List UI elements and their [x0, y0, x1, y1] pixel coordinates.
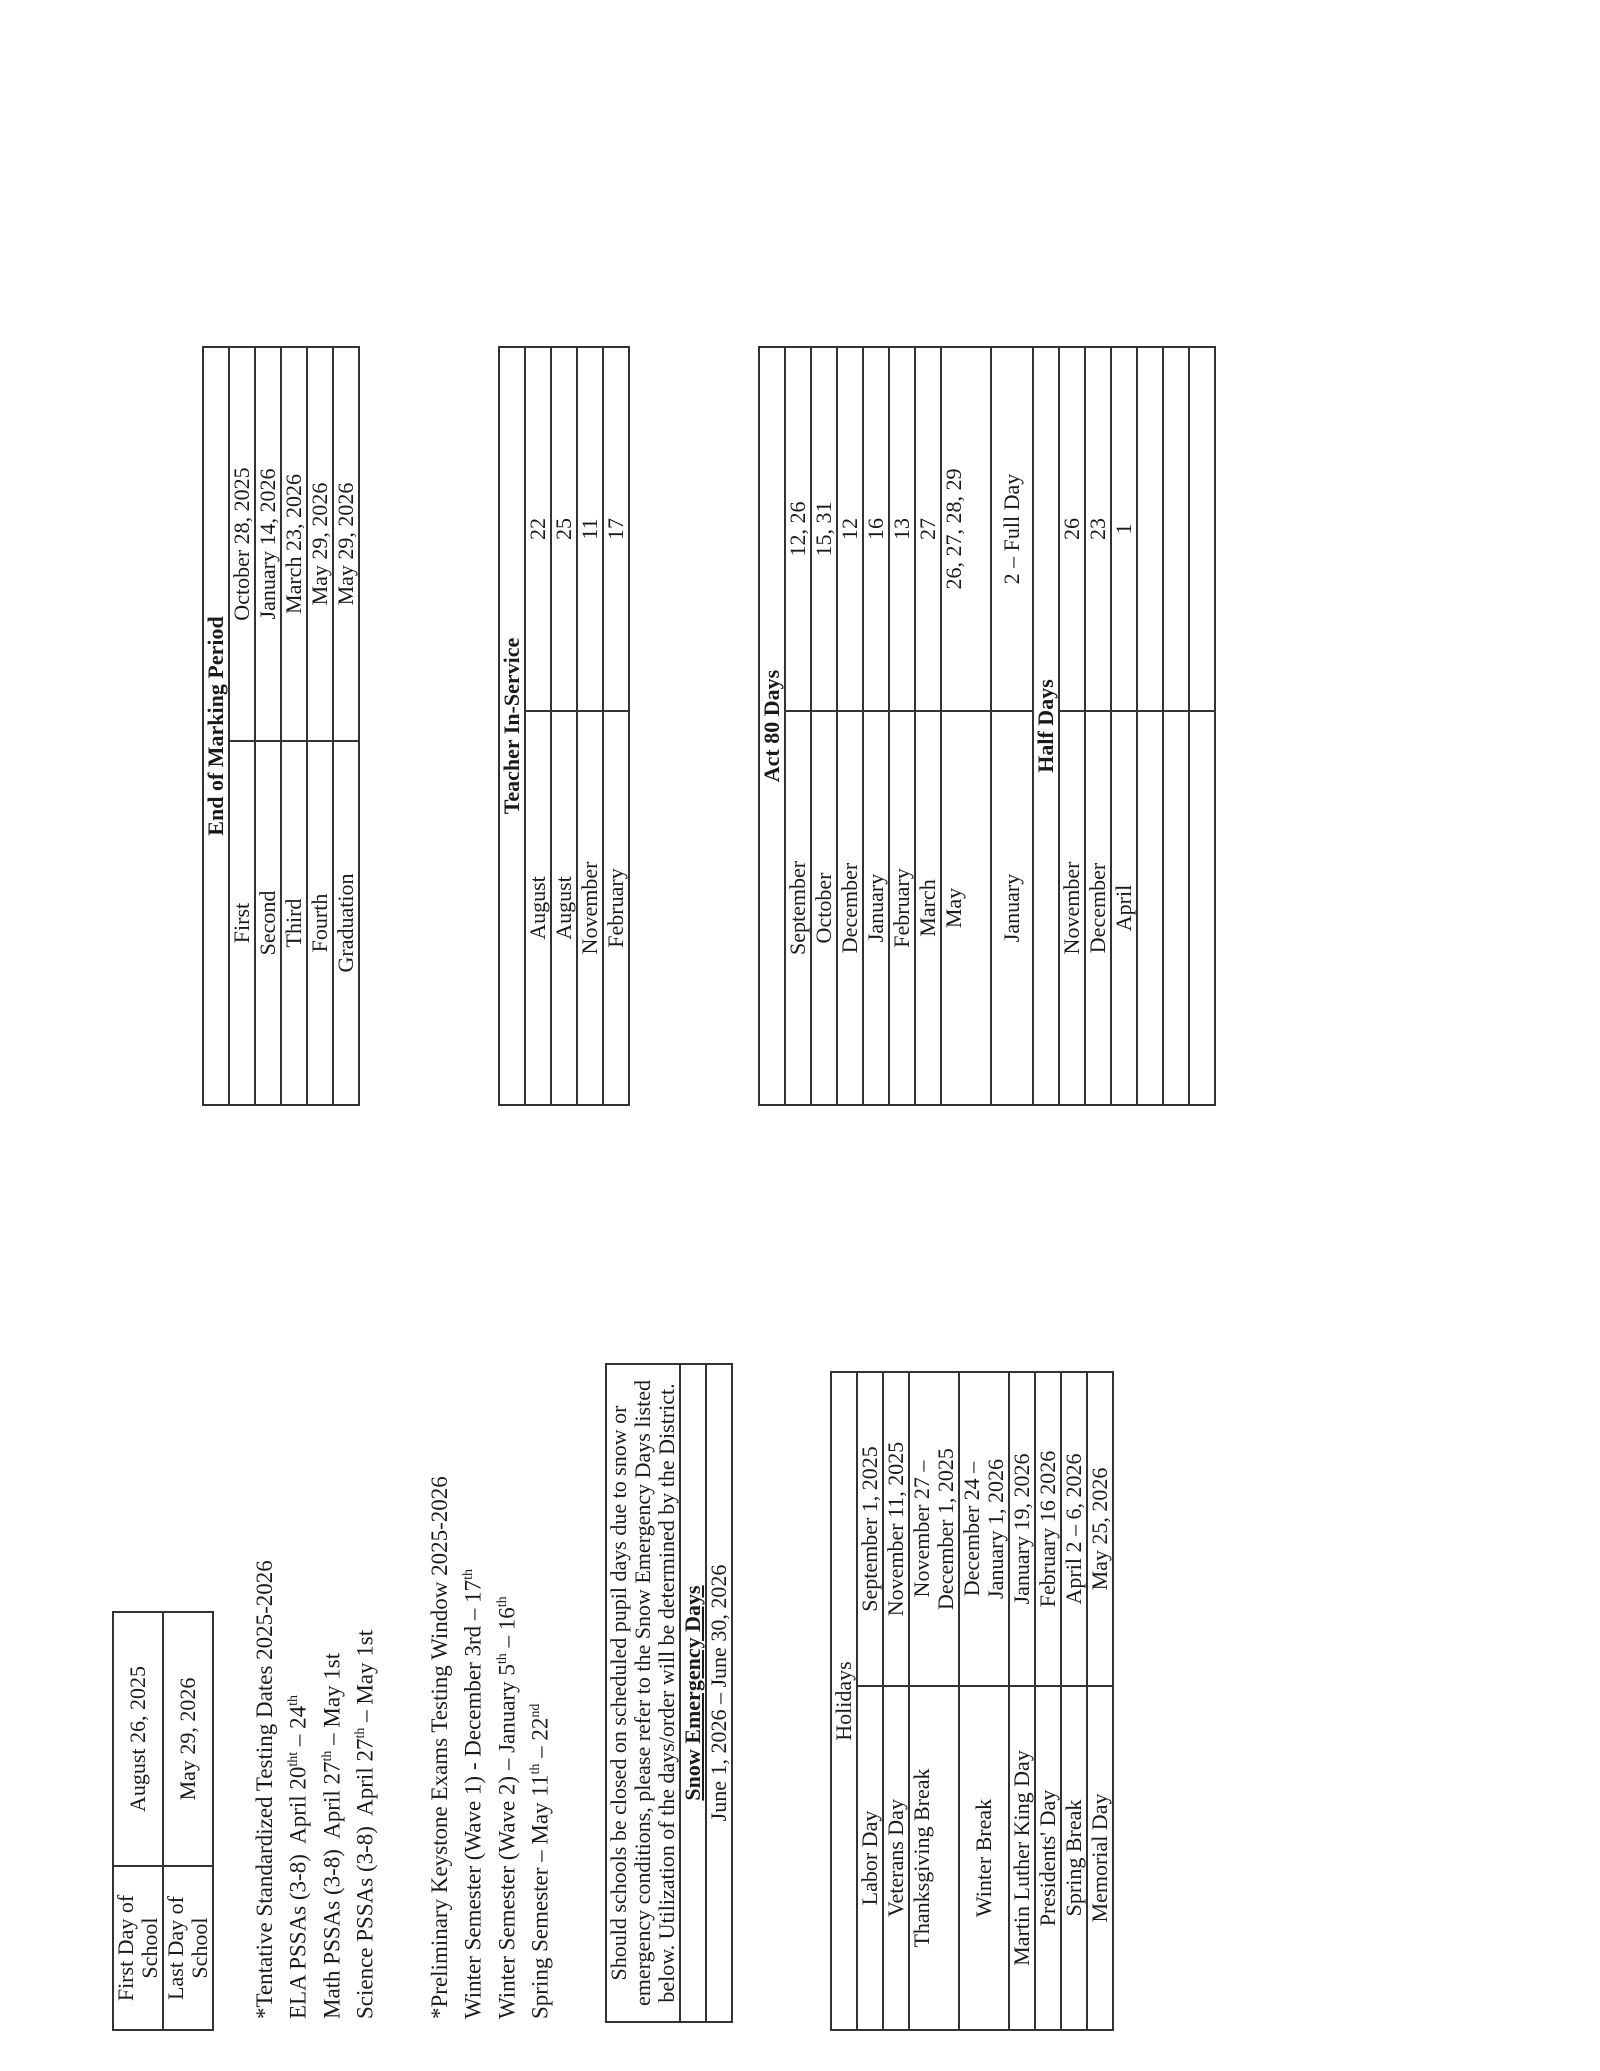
last-day-label: [163, 1866, 213, 2030]
act80-days: 16: [863, 347, 889, 711]
table-row: [831, 1372, 857, 2030]
act80-month: September: [785, 711, 811, 1105]
first-day-date: August 26, 2025: [113, 1612, 163, 1866]
marking-period-label: Second: [255, 741, 281, 1105]
inservice-title: Teacher In-Service: [499, 347, 525, 1105]
act80-days: 13: [889, 347, 915, 711]
holiday-name: Winter Break: [959, 1686, 1009, 2030]
marking-period-label: Third: [281, 741, 307, 1105]
first-day-label: [113, 1866, 163, 2030]
marking-period-label: First: [229, 741, 255, 1105]
table-row: [959, 1372, 1009, 2030]
holiday-name: Martin Luther King Day: [1009, 1686, 1035, 2030]
empty-cell: [1137, 711, 1163, 1105]
empty-cell: [1163, 347, 1189, 711]
table-row: [863, 347, 889, 1105]
table-row: [333, 347, 359, 1105]
act80-days: 2 – Full Day: [991, 347, 1033, 711]
table-row: [1009, 1372, 1035, 2030]
snow-note-line: Should schools be closed on scheduled pupil days due to snow or: [606, 1405, 631, 1981]
inservice-day: 17: [603, 347, 629, 711]
holiday-date: September 1, 2025: [857, 1372, 883, 1686]
testing-line-math: Math PSSAs (3-8) April 27th – May 1st: [319, 1652, 345, 2019]
marking-period-table: [202, 346, 360, 1106]
marking-period-date: March 23, 2026: [281, 347, 307, 741]
table-row: [785, 347, 811, 1105]
table-row: [837, 347, 863, 1105]
testing-dates-block: [250, 1560, 380, 2019]
table-row: [606, 1364, 680, 2022]
table-row: [255, 347, 281, 1105]
table-row: [307, 347, 333, 1105]
last-day-date: May 29, 2026: [163, 1612, 213, 1866]
keystone-line-wave2: Winter Semester (Wave 2) – January 5th – 16th: [494, 1596, 520, 2019]
empty-cell: [1189, 347, 1215, 711]
marking-period-date: October 28, 2025: [229, 347, 255, 741]
holiday-name: Labor Day: [857, 1686, 883, 2030]
half-days-title: Half Days: [1033, 347, 1059, 1105]
table-row: [759, 347, 785, 1105]
first-day-label-line1: First Day of: [113, 1894, 138, 2002]
table-row: [941, 347, 991, 1105]
table-row: [113, 1612, 163, 2030]
snow-title: Snow Emergency Days: [680, 1364, 706, 2022]
testing-line-ela: ELA PSSAs (3-8) April $20^{tht} - 24th$: [285, 1694, 311, 2019]
snow-emergency-table: [605, 1363, 733, 2023]
snow-note: [606, 1364, 680, 2022]
table-row: [577, 347, 603, 1105]
holiday-date-line: November 27 –: [909, 1460, 934, 1598]
holiday-date: May 25, 2026: [1087, 1372, 1113, 1686]
keystone-line-wave1: Winter Semester (Wave 1) - December 3rd – 17th: [460, 1568, 486, 2019]
snow-note-line: emergency conditions, please refer to the Snow Emergency Days listed: [630, 1380, 655, 2007]
act80-days: 12, 26: [785, 347, 811, 711]
testing-line-science: Science PSSAs (3-8) April 27th – May 1st: [352, 1629, 378, 2019]
first-day-label-line2: School: [137, 1917, 162, 1979]
act80-month: January: [863, 711, 889, 1105]
table-row: [203, 347, 229, 1105]
table-row: [1111, 347, 1137, 1105]
table-row: [1087, 1372, 1113, 2030]
holidays-table: [830, 1371, 1114, 2031]
marking-period-title: End of Marking Period: [203, 347, 229, 1105]
holiday-date-line: January 1, 2026: [983, 1459, 1008, 1599]
last-day-label-line1: Last Day of: [163, 1896, 188, 2000]
keystone-heading: *Preliminary Keystone Exams Testing Window 2025-2026: [427, 1476, 452, 2019]
half-day-month: April: [1111, 711, 1137, 1105]
testing-label: Math PSSAs (3-8): [319, 1849, 345, 2019]
act80-days: 26, 27, 28, 29: [941, 347, 991, 711]
table-row: [499, 347, 525, 1105]
holiday-date-line: December 24 –: [959, 1461, 984, 1597]
table-row: [1061, 1372, 1087, 2030]
inservice-month: November: [577, 711, 603, 1105]
snow-note-line: below. Utilization of the days/order will be determined by the District.: [654, 1383, 679, 2003]
holiday-date: April 2 – 6, 2026: [1061, 1372, 1087, 1686]
table-row: [1137, 347, 1163, 1105]
table-row: [915, 347, 941, 1105]
holiday-date: [909, 1372, 959, 1686]
act80-month: October: [811, 711, 837, 1105]
marking-period-date: January 14, 2026: [255, 347, 281, 741]
inservice-month: February: [603, 711, 629, 1105]
testing-heading: *Tentative Standardized Testing Dates 2025-2026: [252, 1560, 277, 2019]
holiday-name: Veterans Day: [883, 1686, 909, 2030]
holiday-name: Thanksgiving Break: [909, 1686, 959, 2030]
table-row: [525, 347, 551, 1105]
holiday-date: February 16 2026: [1035, 1372, 1061, 1686]
table-row: [281, 347, 307, 1105]
testing-label: ELA PSSAs (3-8): [285, 1854, 311, 2019]
table-row: [163, 1612, 213, 2030]
marking-period-date: May 29, 2026: [307, 347, 333, 741]
table-row: [909, 1372, 959, 2030]
holiday-name: Memorial Day: [1087, 1686, 1113, 2030]
marking-period-label: Graduation: [333, 741, 359, 1105]
holiday-date: January 19, 2026: [1009, 1372, 1035, 1686]
holidays-title: Holidays: [831, 1372, 857, 2030]
table-row: [889, 347, 915, 1105]
last-day-label-line2: School: [187, 1917, 212, 1979]
table-row: [1035, 1372, 1061, 2030]
table-row: [1033, 347, 1059, 1105]
empty-cell: [1189, 711, 1215, 1105]
act80-days: 12: [837, 347, 863, 711]
holiday-date-line: December 1, 2025: [933, 1448, 958, 1610]
keystone-line-spring: Spring Semester – May 11th – 22nd: [527, 1703, 553, 2019]
table-row: [857, 1372, 883, 2030]
school-dates-table: [112, 1611, 214, 2031]
act80-days: 15, 31: [811, 347, 837, 711]
half-day-days: 1: [1111, 347, 1137, 711]
table-row: [1189, 347, 1215, 1105]
table-row: [229, 347, 255, 1105]
table-row: [991, 347, 1033, 1105]
holiday-date: [959, 1372, 1009, 1686]
act80-month: February: [889, 711, 915, 1105]
half-day-days: 26: [1059, 347, 1085, 711]
inservice-month: August: [551, 711, 577, 1105]
half-day-month: December: [1085, 711, 1111, 1105]
half-day-days: 23: [1085, 347, 1111, 711]
inservice-day: 22: [525, 347, 551, 711]
inservice-month: August: [525, 711, 551, 1105]
act80-month: January: [991, 711, 1033, 1105]
act80-month: March: [915, 711, 941, 1105]
holiday-name: Presidents' Day: [1035, 1686, 1061, 2030]
table-row: [680, 1364, 706, 2022]
table-row: [1059, 347, 1085, 1105]
act80-title: Act 80 Days: [759, 347, 785, 1105]
act80-month: May: [941, 711, 991, 1105]
testing-label: Science PSSAs (3-8): [352, 1826, 378, 2019]
empty-cell: [1163, 711, 1189, 1105]
empty-cell: [1137, 347, 1163, 711]
act80-table: [758, 346, 1216, 1106]
marking-period-label: Fourth: [307, 741, 333, 1105]
inservice-day: 25: [551, 347, 577, 711]
act80-days: 27: [915, 347, 941, 711]
table-row: [551, 347, 577, 1105]
table-row: [883, 1372, 909, 2030]
marking-period-date: May 29, 2026: [333, 347, 359, 741]
table-row: [706, 1364, 732, 2022]
table-row: [811, 347, 837, 1105]
table-row: [1163, 347, 1189, 1105]
keystone-block: [425, 1476, 555, 2019]
table-row: [1085, 347, 1111, 1105]
snow-range: June 1, 2026 – June 30, 2026: [706, 1364, 732, 2022]
act80-month: December: [837, 711, 863, 1105]
inservice-table: [498, 346, 630, 1106]
table-row: [603, 347, 629, 1105]
holiday-date: November 11, 2025: [883, 1372, 909, 1686]
inservice-day: 11: [577, 347, 603, 711]
half-day-month: November: [1059, 711, 1085, 1105]
holiday-name: Spring Break: [1061, 1686, 1087, 2030]
